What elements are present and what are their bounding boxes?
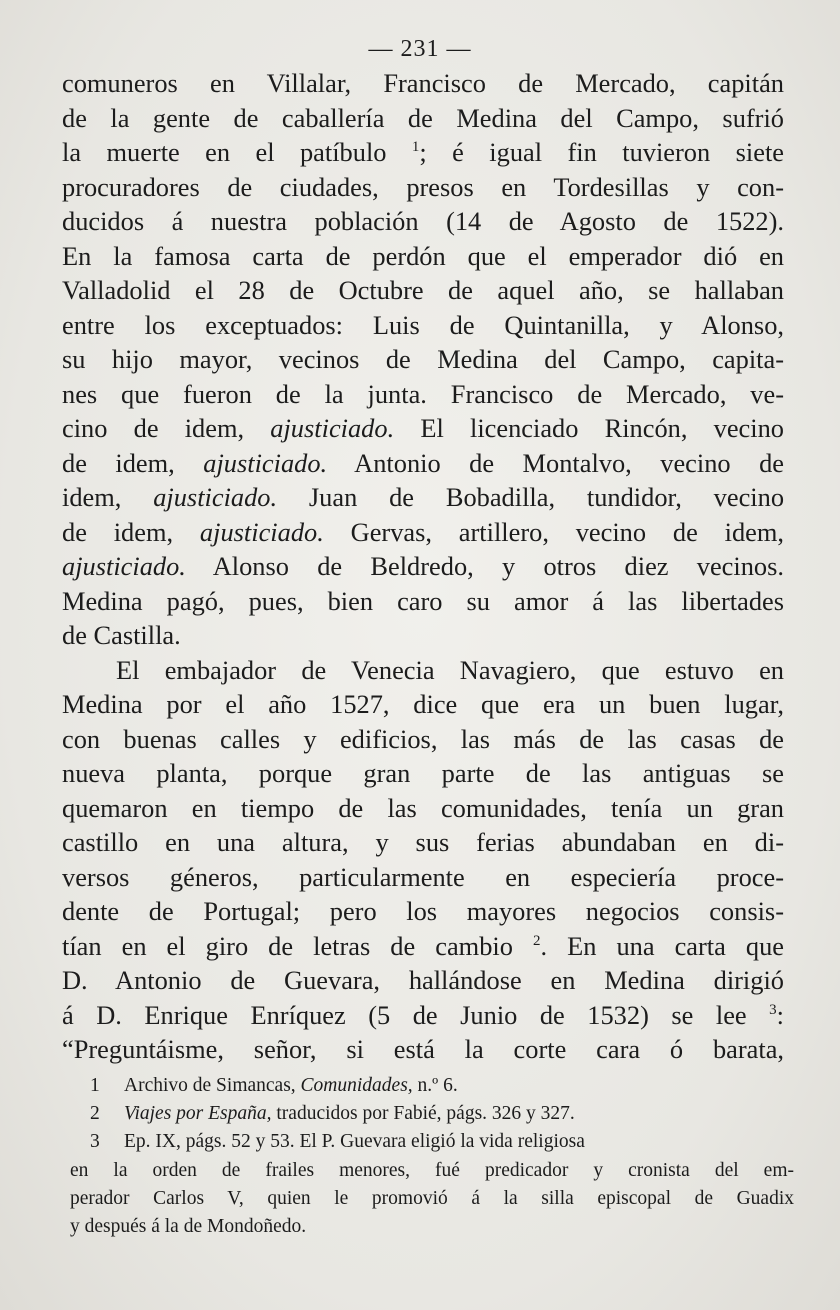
text-line: El embajador de Venecia Navagiero, que estuvo en [116,654,784,685]
text-line: de idem, ajusticiado. Antonio de Montalvo, vecino de [62,447,784,478]
text-line: de la gente de caballería de Medina del Campo, sufrió [62,102,784,133]
text-line: “Preguntáisme, señor, si está la corte cara ó barata, [62,1034,784,1064]
footnote-3: 3 Ep. IX, págs. 52 y 53. El P. Guevara eligió la vida religiosa [70,1128,794,1156]
text-line: cino de idem, ajusticiado. El licenciado Rincón, vecino [62,413,784,443]
footnote-3-continuation: y después á la de Mondoñedo. [70,1215,307,1237]
text-line: Medina por el año 1527, dice que era un buen lugar, [62,689,784,719]
footnote-3-continuation: en la orden de frailes menores, fué predicador y cronista del em- [70,1159,794,1181]
text-line: procuradores de ciudades, presos en Tordesillas y con- [62,171,784,202]
text-line: En la famosa carta de perdón que el emperador dió en [62,240,784,271]
body-text [62,66,784,1067]
text-line: la muerte en el patíbulo $^1$; é igual fin tuvieron siete [62,137,784,167]
footnote-3-continuation: perador Carlos V, quien le promovió á la silla episcopal de Guadix [70,1187,794,1209]
text-line: entre los exceptuados: Luis de Quintanilla, y Alonso, [62,309,784,340]
text-line: á D. Enrique Enríquez (5 de Junio de 1532) se lee $^3$: [62,999,784,1030]
footnote-number: 3 [90,1131,100,1153]
text-line: de idem, ajusticiado. Gervas, artillero, vecino de idem, [62,516,784,547]
text-line: de Castilla. [62,620,181,650]
text-line: Valladolid el 28 de Octubre de aquel año, se hallaban [62,275,784,305]
text-line: nes que fueron de la junta. Francisco de Mercado, ve- [62,378,784,409]
page-number: — 231 — [368,36,472,62]
text-line: ducidos á nuestra población (14 de Agosto de 1522). [62,206,784,236]
footnotes [70,1072,794,1241]
text-line: ajusticiado. Alonso de Beldredo, y otros diez vecinos. [62,551,784,581]
text-line: tían en el giro de letras de cambio $^2$. En una carta que [62,930,784,961]
footnote-ref-2: 2 [532,932,541,949]
text-line: Medina pagó, pues, bien caro su amor á las libertades [62,585,784,616]
text-line: versos géneros, particularmente en especiería proce- [62,861,784,892]
text-line: con buenas calles y edificios, las más de las casas de [62,723,784,754]
text-line: comuneros en Villalar, Francisco de Mercado, capitán [62,68,784,98]
footnote-2: 2 Viajes por España, traducidos por Fabié, págs. 326 y 327. [70,1100,794,1128]
footnote-ref-3: 3 [769,1001,777,1018]
text-line: dente de Portugal; pero los mayores negocios consis- [62,896,784,926]
footnote-number: 2 [90,1103,100,1125]
footnote-ref-1: 1 [411,139,420,155]
footnote-1: 1 Archivo de Simancas, Comunidades, n.º 6. [70,1072,794,1100]
text-line: D. Antonio de Guevara, hallándose en Medina dirigió [62,965,784,995]
text-line: castillo en una altura, y sus ferias abundaban en di- [62,827,784,857]
text-line: quemaron en tiempo de las comunidades, tenía un gran [62,792,784,823]
text-line: su hijo mayor, vecinos de Medina del Campo, capita- [62,344,784,374]
text-line: nueva planta, porque gran parte de las antiguas se [62,758,784,788]
footnote-number: 1 [90,1075,100,1096]
text-line: idem, ajusticiado. Juan de Bobadilla, tundidor, vecino [62,482,785,512]
